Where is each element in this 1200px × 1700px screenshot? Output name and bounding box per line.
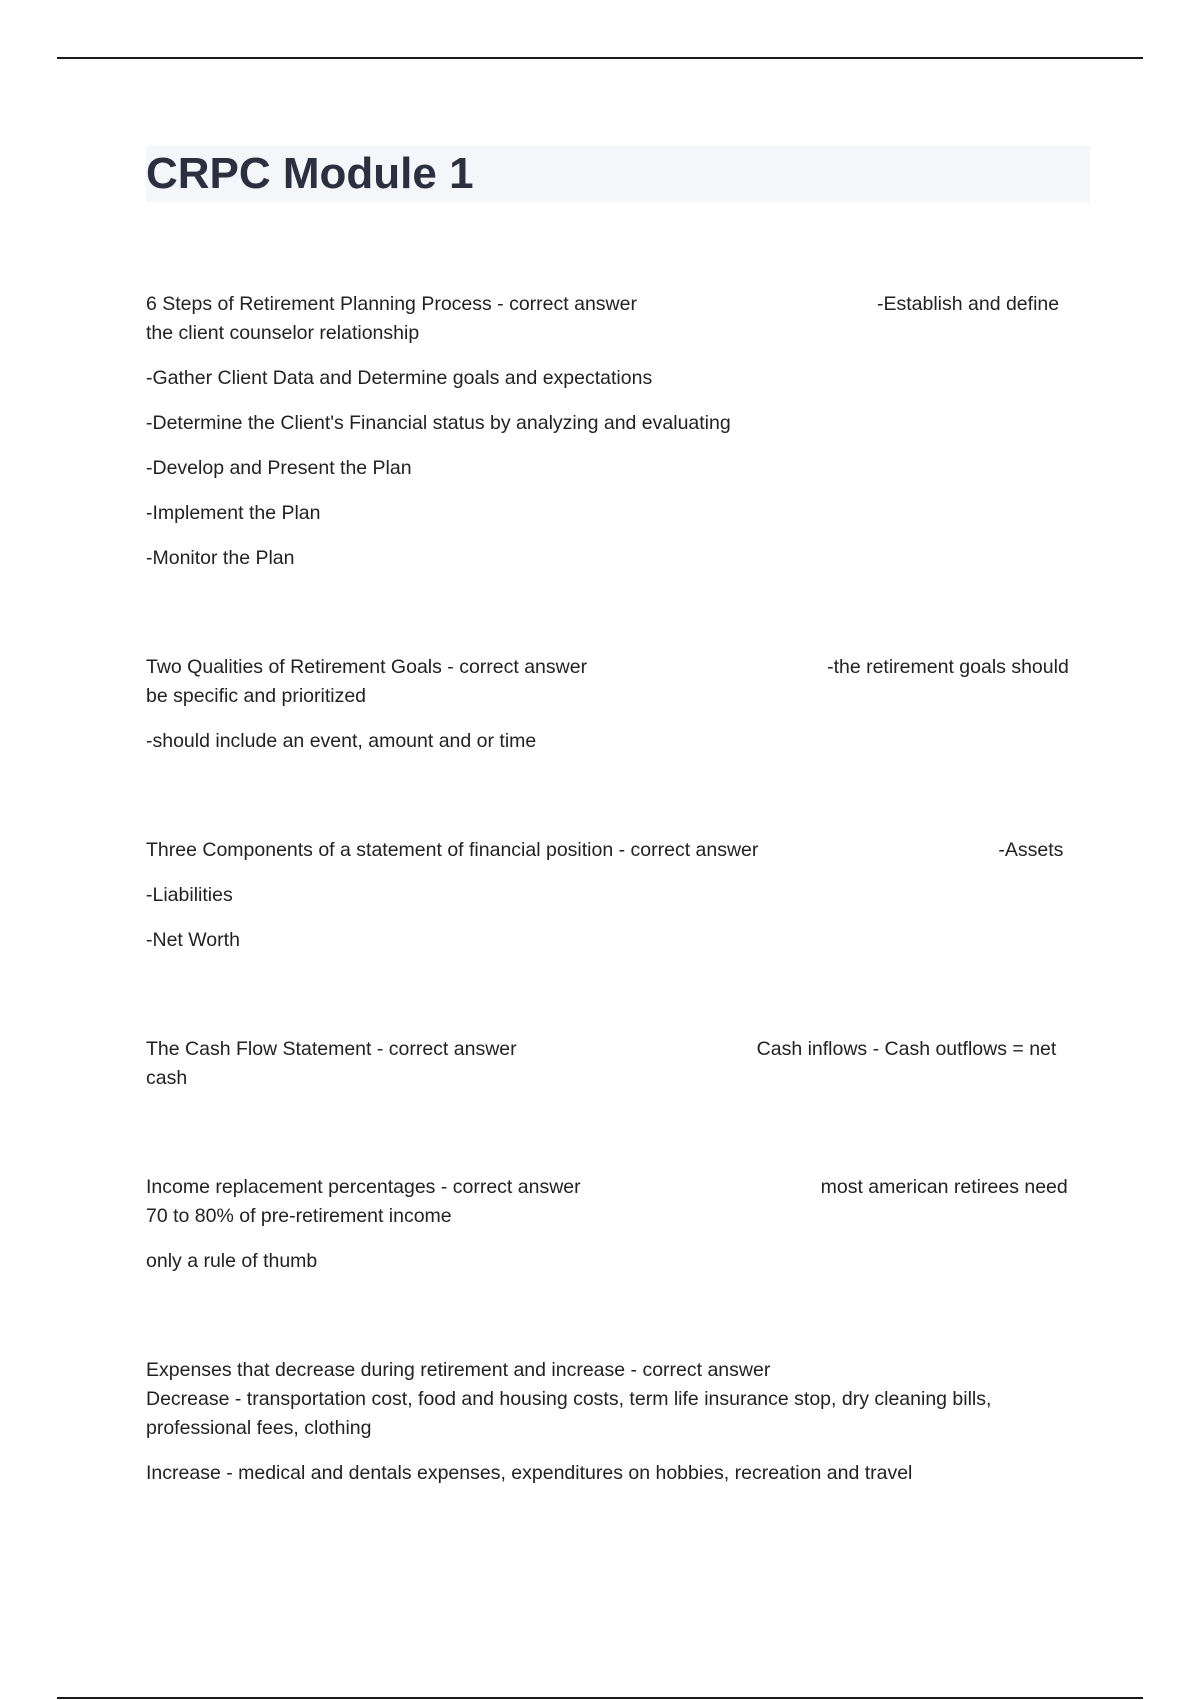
answer-line: only a rule of thumb <box>146 1250 318 1272</box>
flashcard-answer: -the retirement goals should be specific and prioritized <box>146 656 1069 707</box>
answer-line: -Net Worth <box>146 929 240 951</box>
flashcard-term-line <box>146 653 1076 711</box>
flashcard-term: Income replacement percentages - correct answer <box>146 1176 581 1198</box>
flashcard <box>146 1035 1076 1093</box>
answer-line: Increase - medical and dentals expenses, expenditures on hobbies, recreation and travel <box>146 1462 913 1484</box>
answer-line: -Develop and Present the Plan <box>146 457 412 479</box>
top-rule <box>57 57 1143 59</box>
flashcard-term-line <box>146 1173 1076 1231</box>
answer-line: -Liabilities <box>146 884 233 906</box>
flashcard-answer: -Assets <box>998 839 1064 861</box>
flashcard-answer: most american retirees need 70 to 80% of pre-retirement income <box>146 1176 1068 1227</box>
flashcard-term-line <box>146 1356 1076 1443</box>
answer-line: -Monitor the Plan <box>146 547 295 569</box>
flashcard-term: The Cash Flow Statement - correct answer <box>146 1038 517 1060</box>
document-title: CRPC Module 1 <box>146 149 474 198</box>
flashcard-answer: -Establish and define the client counselor relationship <box>146 293 1060 344</box>
flashcard-term-line <box>146 836 1076 865</box>
flashcard-term-line <box>146 290 1076 348</box>
flashcard <box>146 653 1076 756</box>
flashcard-term-line <box>146 1035 1076 1093</box>
bottom-rule <box>57 1697 1143 1699</box>
flashcard <box>146 1173 1076 1276</box>
answer-line: -Implement the Plan <box>146 502 321 524</box>
flashcard-answer: Decrease - transportation cost, food and housing costs, term life insurance stop, dry cleaning bills, professional fees, clothing <box>146 1388 992 1439</box>
flashcard-answer: Cash inflows - Cash outflows = net cash <box>146 1038 1057 1089</box>
flashcard-term: 6 Steps of Retirement Planning Process - correct answer <box>146 293 637 315</box>
flashcard-list <box>146 290 1076 1488</box>
flashcard-term: Three Components of a statement of financial position - correct answer <box>146 839 759 861</box>
answer-line: -Determine the Client's Financial status by analyzing and evaluating <box>146 412 731 434</box>
flashcard-term: Expenses that decrease during retirement and increase - correct answer <box>146 1359 771 1381</box>
answer-line: -should include an event, amount and or time <box>146 730 537 752</box>
flashcard-term: Two Qualities of Retirement Goals - correct answer <box>146 656 588 678</box>
flashcard <box>146 1356 1076 1488</box>
flashcard <box>146 290 1076 573</box>
answer-line: -Gather Client Data and Determine goals and expectations <box>146 367 653 389</box>
flashcard <box>146 836 1076 955</box>
